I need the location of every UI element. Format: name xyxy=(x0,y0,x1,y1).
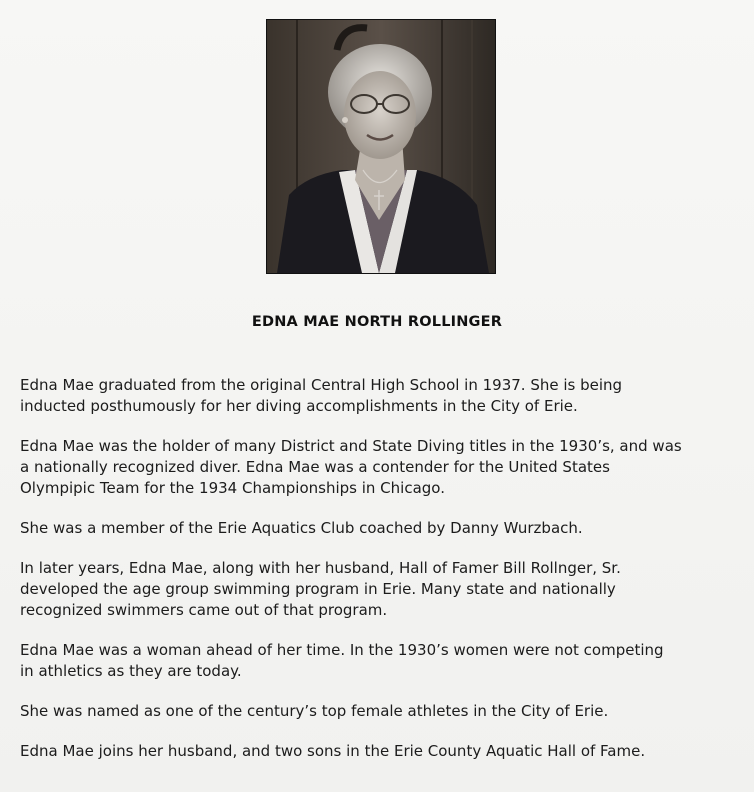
paragraph-hall-of-fame: Edna Mae joins her husband, and two sons in the Erie County Aquatic Hall of Fame. xyxy=(20,742,646,760)
paragraph-ahead-of-time: Edna Mae was a woman ahead of her time. In the 1930’s women were not competing in athletics as they are today. xyxy=(20,641,664,680)
paragraph-graduation: Edna Mae graduated from the original Central High School in 1937. She is being inducted posthumously for her diving accomplishments in the City of Erie. xyxy=(20,376,623,415)
document-title: EDNA MAE NORTH ROLLINGER xyxy=(251,314,503,330)
paragraph-century-athletes: She was named as one of the century’s top female athletes in the City of Erie. xyxy=(20,702,609,720)
portrait-photo xyxy=(267,20,495,273)
article-body xyxy=(20,375,740,781)
paragraph-swimming-program: In later years, Edna Mae, along with her husband, Hall of Famer Bill Rollnger, Sr. developed the age group swimming program in Erie. Many state and nationally recognized swimmers came out of that program. xyxy=(20,559,621,619)
paragraph-aquatics-club: She was a member of the Erie Aquatics Club coached by Danny Wurzbach. xyxy=(20,519,583,537)
paragraph-diving-titles: Edna Mae was the holder of many District and State Diving titles in the 1930’s, and was a nationally recognized diver. Edna Mae was a contender for the United States Olympipic Team for the 1934 Championships in Chicago. xyxy=(20,437,682,497)
